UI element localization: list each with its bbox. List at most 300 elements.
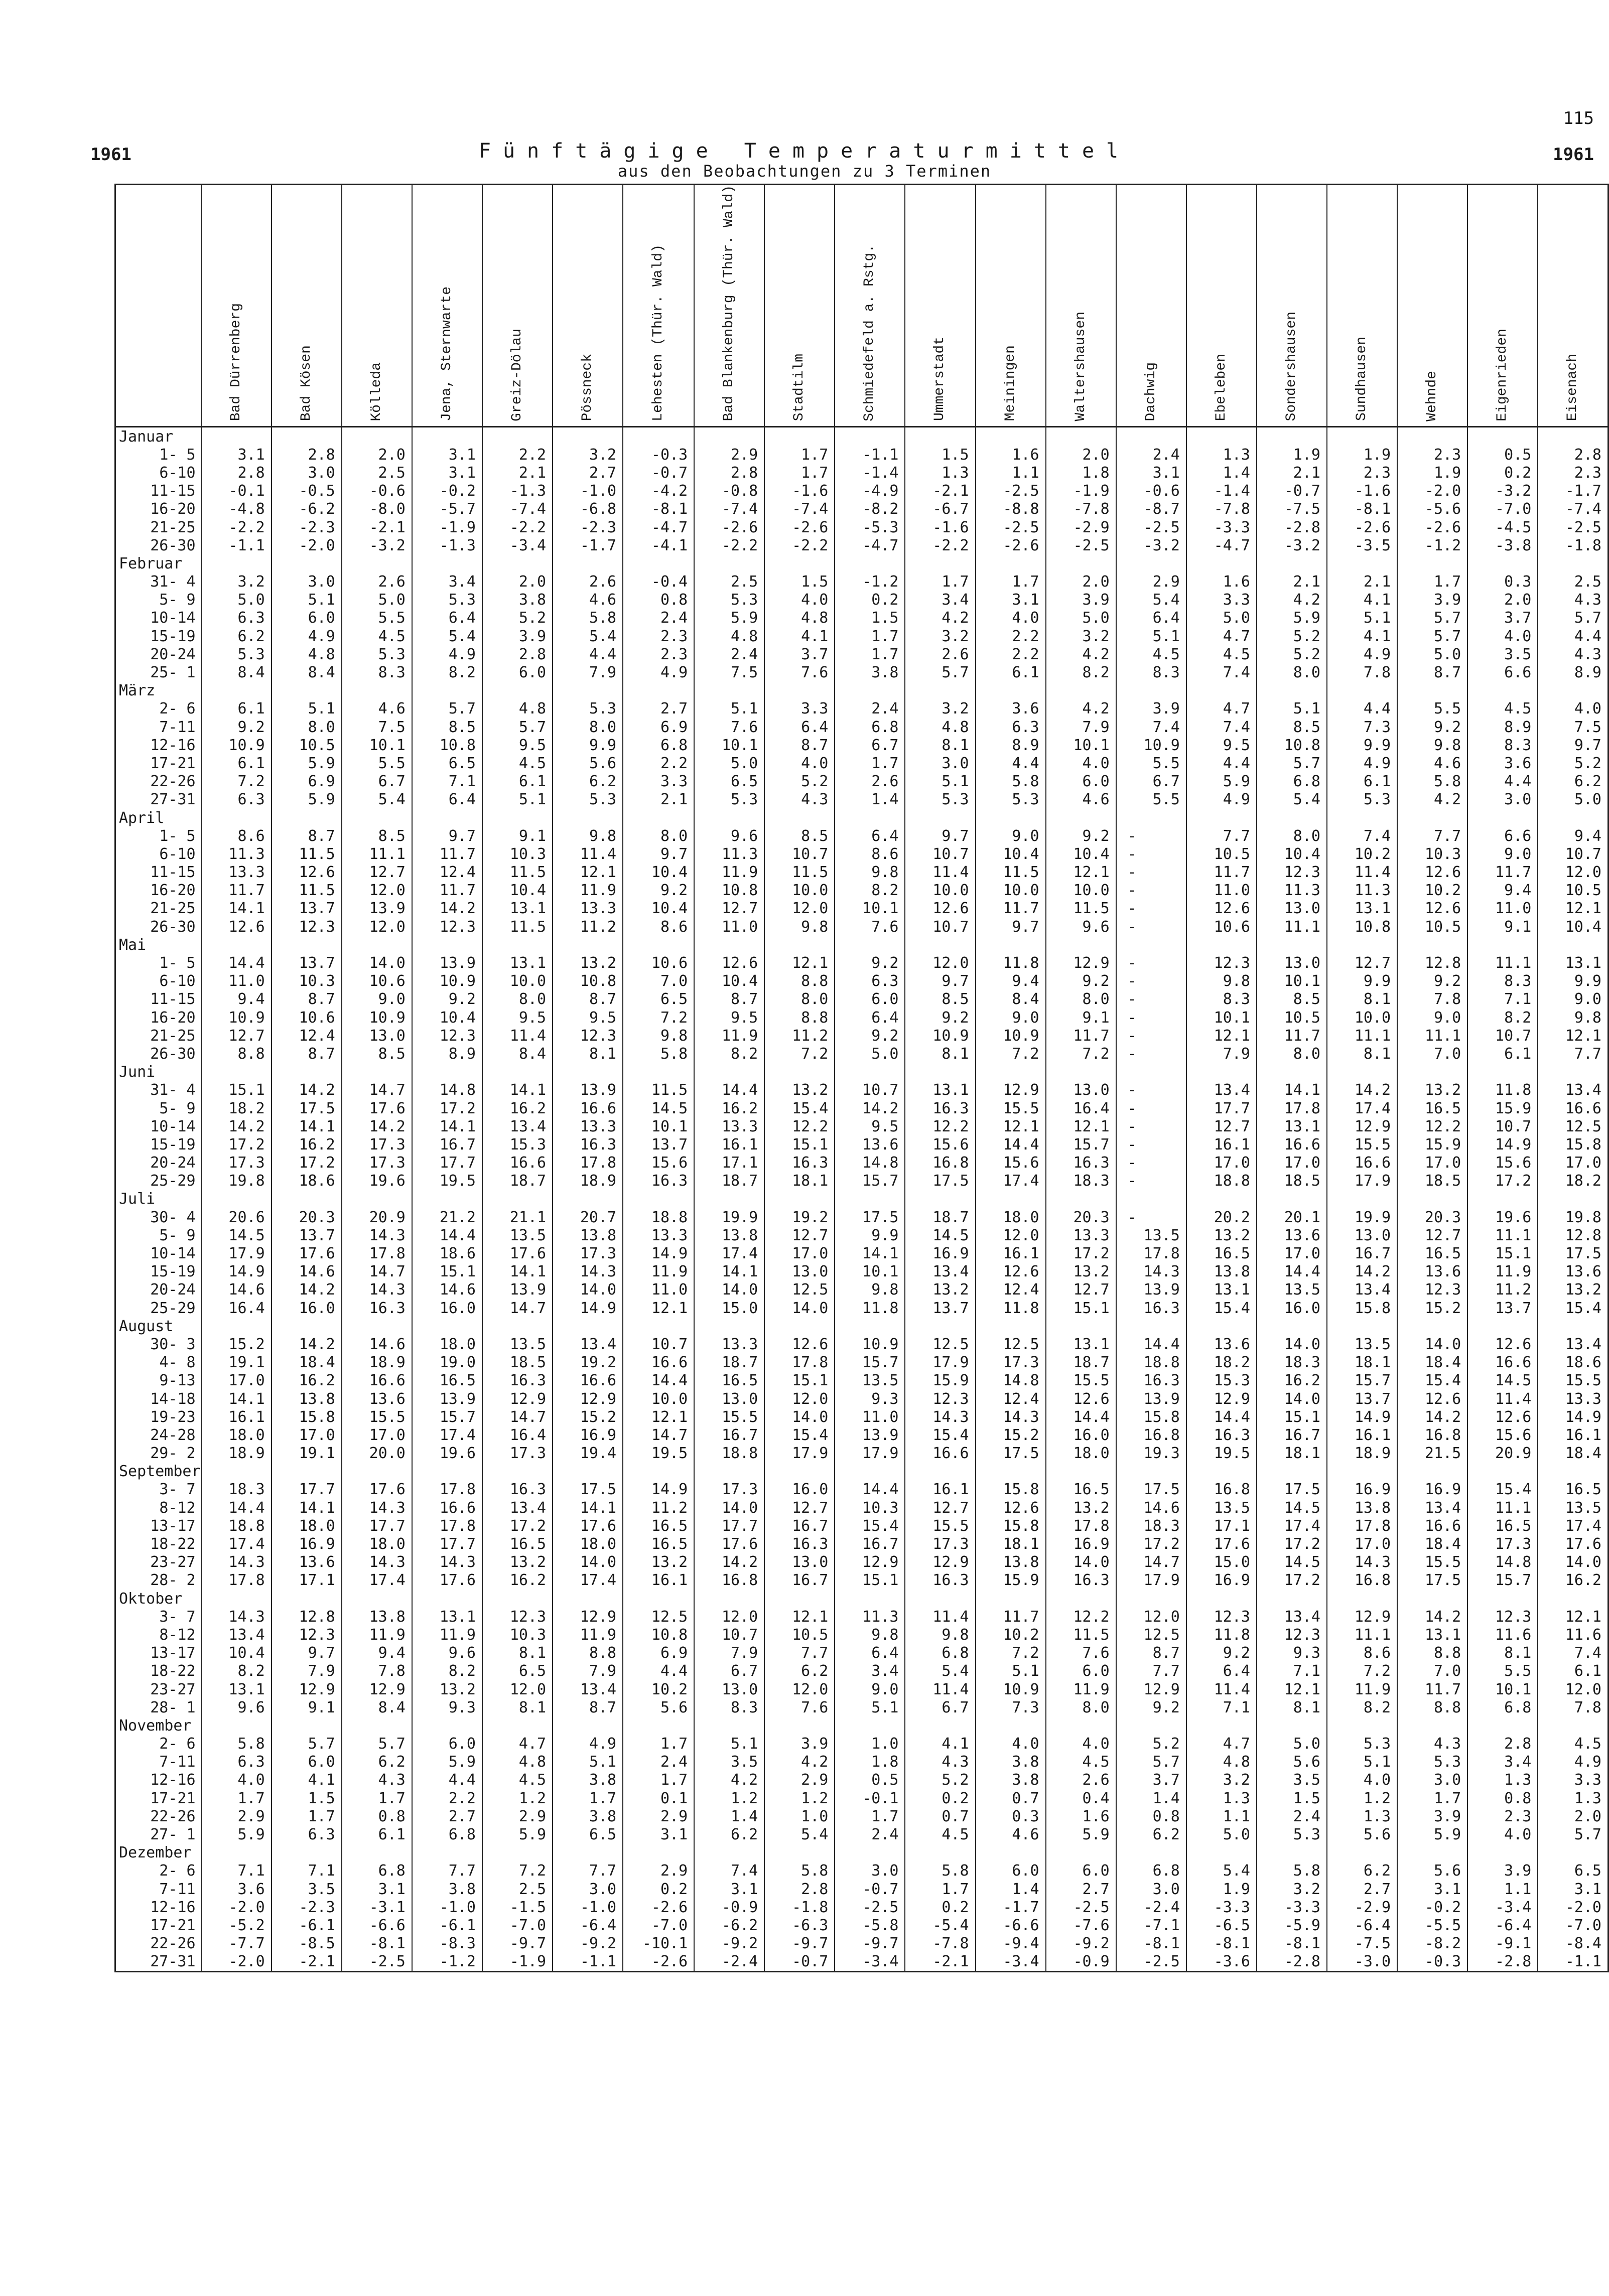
temperature-cell: 12.7 [1397,1227,1467,1245]
temperature-cell: 14.1 [201,900,272,918]
temperature-cell: 3.8 [553,1808,623,1826]
month-spacer-cell [412,682,482,700]
temperature-cell: 18.7 [694,1354,764,1372]
temperature-cell: -2.6 [694,518,764,536]
temperature-cell: 0.5 [835,1771,905,1789]
temperature-cell: 17.8 [553,1154,623,1172]
temperature-cell: 9.8 [1186,972,1257,990]
temperature-cell: 11.9 [623,1263,694,1281]
temperature-cell: 15.3 [1186,1372,1257,1390]
temperature-cell: -0.2 [412,482,482,500]
temperature-cell: 10.4 [1538,918,1608,936]
temperature-cell: 13.8 [694,1227,764,1245]
temperature-cell: 17.3 [976,1354,1046,1372]
temperature-cell: 2.4 [1116,446,1186,464]
month-spacer-cell [1116,809,1186,827]
month-spacer-cell [764,1190,835,1208]
temperature-cell: 3.4 [835,1662,905,1680]
temperature-cell: 5.7 [1116,1753,1186,1771]
station-header [553,185,623,427]
temperature-cell: 4.9 [1327,646,1397,664]
month-spacer-cell [1467,1844,1538,1862]
temperature-cell: 12.1 [1538,900,1608,918]
temperature-cell: 5.7 [1397,628,1467,646]
temperature-cell: 10.1 [1046,737,1116,755]
temperature-cell: 15.1 [764,1136,835,1154]
period-label: 3- 7 [115,1481,201,1499]
temperature-cell: 16.3 [482,1372,553,1390]
table-row [115,1735,1608,1753]
temperature-cell: 16.5 [623,1517,694,1535]
temperature-cell: 18.7 [482,1172,553,1190]
temperature-cell: 15.1 [1257,1408,1327,1426]
temperature-cell: 13.2 [553,954,623,972]
temperature-cell: 1.5 [764,573,835,591]
temperature-cell: 10.5 [272,737,342,755]
temperature-cell: -1.1 [1538,1953,1608,1972]
temperature-cell: 9.8 [835,864,905,882]
temperature-cell: 1.8 [835,1753,905,1771]
temperature-cell: 17.6 [342,1481,412,1499]
temperature-cell: -6.4 [553,1917,623,1935]
temperature-cell: 14.9 [623,1245,694,1263]
month-spacer-cell [694,682,764,700]
temperature-cell: 14.1 [1257,1081,1327,1099]
temperature-cell: 7.9 [553,664,623,682]
temperature-cell: 8.1 [553,1045,623,1063]
temperature-cell: 1.3 [1467,1771,1538,1789]
temperature-cell: 13.0 [1327,1227,1397,1245]
temperature-cell: 15.1 [835,1571,905,1590]
temperature-cell: -7.0 [1467,500,1538,518]
temperature-cell: 13.5 [1257,1281,1327,1299]
temperature-cell: -1.5 [482,1899,553,1917]
temperature-cell: 3.5 [1467,646,1538,664]
temperature-cell: 1.5 [835,609,905,627]
station-name: Schmiedefeld a. Rstg. [862,244,878,421]
temperature-cell: 16.1 [694,1136,764,1154]
temperature-cell: 14.3 [342,1281,412,1299]
temperature-cell: -9.2 [553,1935,623,1953]
temperature-cell: -8.2 [1397,1935,1467,1953]
period-label: 17-21 [115,1790,201,1808]
month-spacer-cell [1186,1844,1257,1862]
temperature-cell: 5.6 [553,755,623,773]
temperature-cell: 11.7 [976,900,1046,918]
temperature-cell: 8.0 [1257,1045,1327,1063]
temperature-cell: 17.5 [1538,1245,1608,1263]
temperature-cell: 9.1 [1046,1009,1116,1027]
temperature-cell: 9.6 [1046,918,1116,936]
year-left: 1961 [90,145,131,165]
temperature-cell: 17.3 [905,1535,975,1553]
temperature-cell: 2.8 [1538,446,1608,464]
temperature-cell: 6.0 [272,1753,342,1771]
temperature-cell: 4.0 [1046,1735,1116,1753]
temperature-cell: 3.2 [905,628,975,646]
temperature-cell: 11.4 [1186,1680,1257,1698]
temperature-cell: 6.3 [201,791,272,809]
temperature-cell: 5.4 [412,628,482,646]
temperature-cell: 16.3 [1046,1154,1116,1172]
temperature-cell: 5.0 [1397,646,1467,664]
temperature-cell: 19.1 [272,1445,342,1463]
temperature-cell: 4.6 [976,1826,1046,1844]
temperature-cell: 2.9 [694,446,764,464]
temperature-cell: 11.0 [623,1281,694,1299]
temperature-cell: 1.3 [1538,1790,1608,1808]
month-spacer-cell [1046,809,1116,827]
station-name: Sundhausen [1354,337,1370,421]
temperature-cell: -7.7 [201,1935,272,1953]
temperature-cell: 2.5 [482,1880,553,1898]
temperature-cell: 5.6 [1397,1862,1467,1880]
temperature-cell: 10.7 [764,845,835,864]
month-spacer-cell [835,1844,905,1862]
temperature-cell: 12.9 [1327,1608,1397,1626]
period-label: 23-27 [115,1553,201,1571]
temperature-cell: -6.5 [1186,1917,1257,1935]
temperature-cell: 5.8 [905,1862,975,1880]
temperature-cell: 17.6 [482,1245,553,1263]
temperature-cell: 20.2 [1186,1209,1257,1227]
month-spacer-cell [1186,682,1257,700]
month-spacer-cell [272,1190,342,1208]
temperature-cell: 0.4 [1046,1790,1116,1808]
temperature-cell: -2.4 [694,1953,764,1972]
temperature-cell: 17.0 [201,1372,272,1390]
month-spacer-cell [1467,1318,1538,1336]
period-label: 1- 5 [115,954,201,972]
temperature-cell: 9.3 [1257,1644,1327,1662]
temperature-cell: 10.2 [623,1680,694,1698]
temperature-cell: 13.9 [412,1390,482,1408]
period-label: 16-20 [115,1009,201,1027]
temperature-cell: 15.9 [1397,1136,1467,1154]
table-row [115,646,1608,664]
page-title: Fünftägige Temperaturmittel [478,139,1131,163]
temperature-cell: 1.3 [1327,1808,1397,1826]
temperature-cell: -2.0 [201,1953,272,1972]
temperature-cell: 3.6 [976,700,1046,718]
temperature-cell: -2.8 [1257,518,1327,536]
temperature-cell: 8.3 [1467,972,1538,990]
temperature-cell: 9.8 [835,1281,905,1299]
temperature-cell: 10.5 [1186,845,1257,864]
temperature-cell: 20.6 [201,1209,272,1227]
month-spacer-cell [623,1590,694,1608]
temperature-cell: 10.8 [1327,918,1397,936]
temperature-cell: 13.4 [553,1680,623,1698]
temperature-cell: -2.6 [623,1899,694,1917]
temperature-cell: 3.0 [1397,1771,1467,1789]
temperature-cell: 11.9 [1046,1680,1116,1698]
month-spacer-cell [553,1844,623,1862]
temperature-cell: -5.3 [835,518,905,536]
temperature-cell: 5.6 [1327,1826,1397,1844]
period-label: 25- 1 [115,664,201,682]
month-spacer-cell [1046,1844,1116,1862]
temperature-cell: 16.8 [1116,1426,1186,1445]
temperature-cell: 14.3 [201,1553,272,1571]
temperature-cell: 15.7 [1327,1372,1397,1390]
temperature-cell: -0.3 [623,446,694,464]
temperature-cell: 2.8 [694,464,764,482]
month-spacer-cell [694,427,764,446]
month-spacer-cell [623,1717,694,1735]
month-spacer-cell [272,1463,342,1481]
table-row [115,1608,1608,1626]
table-row [115,1372,1608,1390]
temperature-cell: 5.2 [1116,1735,1186,1753]
month-spacer-cell [1397,1844,1467,1862]
temperature-cell: 6.1 [201,700,272,718]
temperature-cell: 6.8 [623,737,694,755]
temperature-cell: 1.6 [1046,1808,1116,1826]
temperature-cell: 12.9 [482,1390,553,1408]
temperature-cell: 12.6 [1397,1390,1467,1408]
temperature-cell: 17.0 [764,1245,835,1263]
temperature-cell: 15.8 [976,1517,1046,1535]
temperature-cell: 1.4 [1186,464,1257,482]
temperature-cell: 6.0 [1046,773,1116,791]
temperature-cell: 17.1 [694,1154,764,1172]
month-label: Juli [115,1190,201,1208]
temperature-cell: 18.9 [1327,1445,1397,1463]
temperature-cell: 19.6 [342,1172,412,1190]
temperature-cell: -0.7 [623,464,694,482]
temperature-cell: 5.8 [976,773,1046,791]
month-spacer-cell [1538,1318,1608,1336]
temperature-cell: 13.9 [342,900,412,918]
temperature-cell: 1.1 [1467,1880,1538,1898]
month-spacer-cell [764,936,835,954]
temperature-cell: 16.0 [412,1299,482,1317]
temperature-cell: 3.1 [976,591,1046,609]
month-spacer-cell [835,1318,905,1336]
temperature-cell: 10.5 [1538,882,1608,900]
table-row [115,1227,1608,1245]
month-spacer-cell [1467,555,1538,573]
table-row [115,1771,1608,1789]
temperature-cell: 16.1 [905,1481,975,1499]
temperature-cell: 11.7 [412,845,482,864]
temperature-cell: 6.8 [412,1826,482,1844]
temperature-cell: 2.2 [976,646,1046,664]
temperature-cell: 13.8 [976,1553,1046,1571]
month-spacer-cell [412,1318,482,1336]
temperature-cell: 14.8 [412,1081,482,1099]
temperature-cell: 8.0 [1046,990,1116,1009]
station-header [201,185,272,427]
temperature-cell: 10.2 [976,1626,1046,1644]
temperature-cell: 19.5 [412,1172,482,1190]
temperature-cell: 4.0 [1046,755,1116,773]
temperature-cell: 16.2 [272,1136,342,1154]
month-spacer-cell [272,682,342,700]
month-spacer-cell [1046,936,1116,954]
temperature-cell: 11.8 [1467,1081,1538,1099]
temperature-cell: 20.1 [1257,1209,1327,1227]
month-spacer-cell [1186,1190,1257,1208]
temperature-cell: 12.3 [412,1027,482,1045]
station-name: Stadtilm [791,354,808,421]
temperature-cell: 15.2 [1397,1299,1467,1317]
temperature-cell: 19.5 [623,1445,694,1463]
month-spacer-cell [1327,555,1397,573]
temperature-cell: -1.4 [1186,482,1257,500]
temperature-cell: 16.3 [342,1299,412,1317]
period-label: 16-20 [115,882,201,900]
temperature-cell: 15.9 [905,1372,975,1390]
temperature-cell: 3.2 [1046,628,1116,646]
temperature-cell: 16.7 [835,1535,905,1553]
period-label: 21-25 [115,1027,201,1045]
temperature-cell: 5.4 [1186,1862,1257,1880]
month-spacer-cell [1257,1190,1327,1208]
temperature-cell: 16.4 [1046,1099,1116,1117]
temperature-cell: 18.6 [1538,1354,1608,1372]
temperature-cell: 13.2 [764,1081,835,1099]
month-spacer-cell [201,1844,272,1862]
temperature-cell: 11.9 [694,1027,764,1045]
temperature-cell: 1.4 [694,1808,764,1826]
temperature-cell: 13.4 [905,1263,975,1281]
temperature-cell: 13.9 [412,954,482,972]
temperature-cell: 11.4 [905,864,975,882]
temperature-cell: -4.7 [623,518,694,536]
month-spacer-cell [342,1590,412,1608]
temperature-cell: 13.0 [1257,954,1327,972]
temperature-cell: 3.9 [1397,1808,1467,1826]
temperature-cell: 14.3 [553,1263,623,1281]
temperature-cell: 17.7 [272,1481,342,1499]
month-spacer-cell [976,1318,1046,1336]
temperature-cell: 2.6 [905,646,975,664]
temperature-cell: 9.9 [553,737,623,755]
month-spacer-cell [1257,809,1327,827]
temperature-cell: 8.1 [905,737,975,755]
temperature-cell: 9.4 [976,972,1046,990]
temperature-cell: 8.2 [412,664,482,682]
temperature-cell: 4.2 [1046,646,1116,664]
temperature-cell: 18.8 [694,1445,764,1463]
temperature-cell: 7.2 [623,1009,694,1027]
temperature-cell: 14.5 [623,1099,694,1117]
temperature-cell: 16.5 [482,1535,553,1553]
station-name: Waltershausen [1072,312,1089,421]
temperature-cell: -1.6 [1327,482,1397,500]
temperature-cell: 16.6 [553,1099,623,1117]
temperature-cell: 8.2 [412,1662,482,1680]
temperature-cell: 5.1 [1116,628,1186,646]
temperature-cell: 10.8 [1257,737,1327,755]
temperature-cell: 17.5 [835,1209,905,1227]
month-label: Januar [115,427,201,446]
temperature-cell: 18.5 [482,1354,553,1372]
month-spacer-cell [1257,1318,1327,1336]
temperature-cell: 10.0 [1327,1009,1397,1027]
temperature-cell: 8.0 [553,718,623,736]
temperature-cell: 14.0 [1538,1553,1608,1571]
temperature-cell: -3.3 [1186,1899,1257,1917]
temperature-cell: 13.0 [694,1680,764,1698]
period-label: 18-22 [115,1535,201,1553]
month-spacer-cell [764,1844,835,1862]
temperature-cell: 8.3 [694,1699,764,1717]
temperature-cell: 17.8 [412,1481,482,1499]
temperature-cell: 11.9 [1327,1680,1397,1698]
temperature-cell: 10.1 [342,737,412,755]
temperature-cell: 13.3 [694,1118,764,1136]
month-spacer-cell [623,809,694,827]
temperature-cell: 17.5 [976,1445,1046,1463]
month-spacer-cell [201,682,272,700]
table-row [115,1081,1608,1099]
temperature-cell: - [1116,827,1186,845]
temperature-cell: 10.0 [764,882,835,900]
temperature-cell: 15.8 [1327,1299,1397,1317]
temperature-cell: 3.5 [694,1753,764,1771]
temperature-cell: -8.1 [1116,1935,1186,1953]
table-row [115,664,1608,682]
temperature-cell: 5.1 [835,1699,905,1717]
temperature-cell: 5.8 [1257,1862,1327,1880]
period-label: 22-26 [115,1808,201,1826]
temperature-cell: 15.9 [976,1571,1046,1590]
temperature-cell: 2.4 [623,1753,694,1771]
temperature-cell: 2.6 [1046,1771,1116,1789]
temperature-cell: 12.3 [1467,1608,1538,1626]
temperature-cell: 16.6 [412,1499,482,1517]
temperature-cell: 8.0 [1257,827,1327,845]
temperature-cell: 12.5 [1116,1626,1186,1644]
temperature-cell: 2.9 [623,1808,694,1826]
month-spacer-cell [1467,1590,1538,1608]
temperature-cell: 14.0 [694,1499,764,1517]
temperature-cell: 16.9 [1186,1571,1257,1590]
temperature-cell: 0.8 [1116,1808,1186,1826]
month-spacer-cell [976,682,1046,700]
temperature-cell: 9.8 [623,1027,694,1045]
temperature-cell: 12.7 [201,1027,272,1045]
temperature-cell: 7.9 [694,1644,764,1662]
temperature-cell: 6.8 [905,1644,975,1662]
temperature-cell: 16.5 [1186,1245,1257,1263]
temperature-cell: 8.6 [623,918,694,936]
temperature-cell: 5.4 [1257,791,1327,809]
period-label: 17-21 [115,1917,201,1935]
temperature-cell: 4.0 [764,755,835,773]
temperature-cell: 12.7 [1186,1118,1257,1136]
month-spacer-cell [1046,1463,1116,1481]
temperature-cell: -6.8 [553,500,623,518]
temperature-cell: 9.5 [482,737,553,755]
period-label: 8-12 [115,1626,201,1644]
temperature-cell: 12.1 [1186,1027,1257,1045]
temperature-cell: 14.4 [1046,1408,1116,1426]
temperature-cell: 10.4 [1046,845,1116,864]
temperature-cell: 10.1 [835,1263,905,1281]
temperature-cell: 9.2 [1397,972,1467,990]
temperature-cell: 8.9 [1467,718,1538,736]
temperature-cell: 5.4 [764,1826,835,1844]
table-row [115,1336,1608,1354]
temperature-cell: 13.7 [1327,1390,1397,1408]
temperature-cell: 10.8 [694,882,764,900]
temperature-cell: 14.1 [482,1081,553,1099]
temperature-cell: 2.3 [623,646,694,664]
